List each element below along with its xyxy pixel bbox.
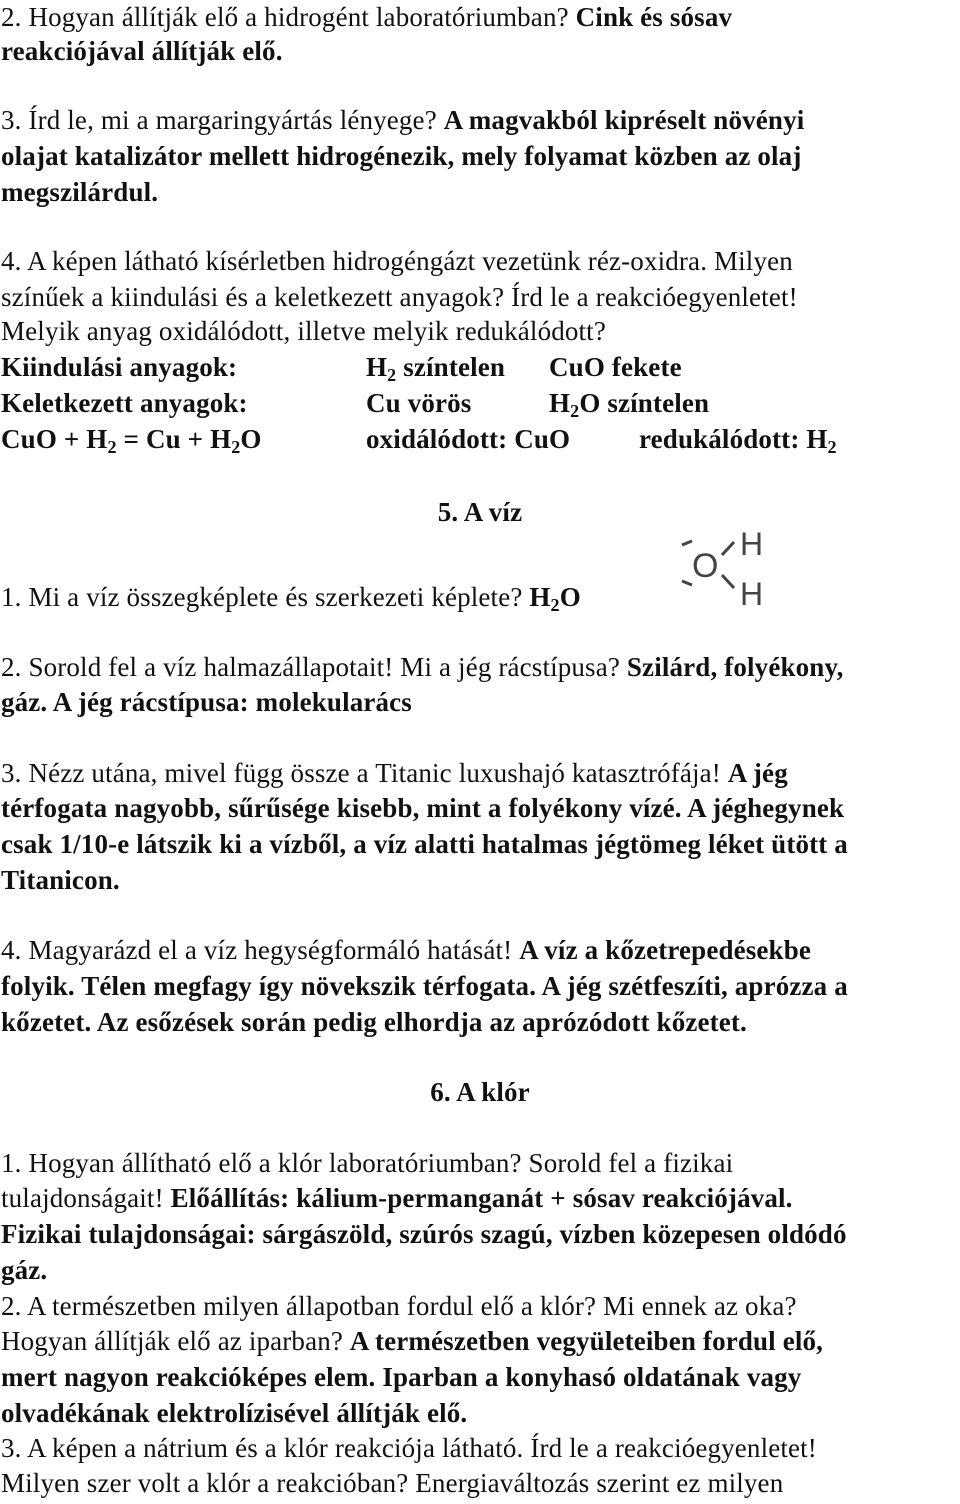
s5-q3-answer-cont-3: Titanicon. bbox=[1, 865, 120, 895]
q4-line-1 bbox=[1, 244, 793, 278]
s6-q2-answer-cont-1: mert nagyon reakcióképes elem. Iparban a konyhasó oldatának vagy bbox=[1, 1362, 802, 1392]
section-5-heading: 5. A víz bbox=[437, 497, 523, 527]
s5-q3-answer: A jég bbox=[727, 758, 788, 788]
s6-q1-line-2 bbox=[1, 1181, 793, 1215]
s5-q3-answer-cont-1: térfogata nagyobb, sűrűsége kisebb, mint a folyékony vízé. A jéghegynek bbox=[1, 793, 845, 823]
s5-q1-question: 1. Mi a víz összegképlete és szerkezeti képlete? bbox=[1, 582, 523, 612]
q4-line-2 bbox=[1, 280, 798, 314]
bond-top bbox=[722, 542, 734, 555]
q3-answer-cont-1: olajat katalizátor mellett hidrogénezik, mely folyamat közben az olaj bbox=[1, 141, 802, 171]
table-row-equation bbox=[1, 422, 959, 456]
s5-q1-line bbox=[1, 580, 581, 614]
lone-pair-mark-bottom bbox=[682, 581, 692, 585]
q4-line-3: Melyik anyag oxidálódott, illetve melyik redukálódott? bbox=[1, 316, 606, 346]
s6-q3-question-line-2: Milyen szer volt a klór a reakcióban? Energiaváltozás szerint ez milyen bbox=[1, 1468, 784, 1498]
s6-q2-question-cont: Hogyan állítják elő az iparban? bbox=[1, 1326, 344, 1356]
s5-q2-line-1 bbox=[1, 650, 844, 684]
reaction-equation: CuO + $H_2 = Cu + H_2O$ bbox=[1, 424, 262, 457]
oxidized: oxidálódott: CuO bbox=[366, 424, 571, 454]
s6-q3-question-line-1: 3. A képen a nátrium és a klór reakciója látható. Írd le a reakcióegyenletet! bbox=[1, 1433, 817, 1463]
s5-q3-answer-cont-2: csak 1/10-e látszik ki a vízből, a víz alatti hatalmas jégtömeg léket ütött a bbox=[1, 829, 848, 859]
s6-q1-answer: Előállítás: kálium-permanganát + sósav reakciójával. bbox=[170, 1183, 793, 1213]
s6-q2-answer-cont-2: olvadékának elektrolízisével állítják elő. bbox=[1, 1398, 468, 1428]
s5-q4-line-1 bbox=[1, 933, 811, 967]
s5-q2-answer-cont: gáz. A jég rácstípusa: molekularács bbox=[1, 687, 412, 717]
s6-q2-answer: A természetben vegyületeiben fordul elő, bbox=[349, 1326, 824, 1356]
row1-col2: CuO fekete bbox=[549, 352, 682, 382]
q3-question: 3. Írd le, mi a margaringyártás lényege? bbox=[1, 105, 437, 135]
q3-answer: A magvakból kipréselt növényi bbox=[443, 105, 805, 135]
water-structural-formula bbox=[676, 525, 776, 615]
q2-answer-cont: reakciójával állítják elő. bbox=[1, 36, 283, 66]
s5-q1-answer: $H_2O$ bbox=[529, 582, 581, 615]
water-molecule-drawing bbox=[676, 525, 776, 615]
q2-question: 2. Hogyan állítják elő a hidrogént laboratóriumban? bbox=[1, 2, 569, 32]
s6-q1-question-cont: tulajdonságait! bbox=[1, 1183, 164, 1213]
row1-col1: $H_2$ színtelen bbox=[366, 352, 506, 385]
bond-bottom bbox=[722, 575, 734, 588]
s6-q1-answer-cont-2: gáz. bbox=[1, 1255, 48, 1285]
q3-line-1 bbox=[1, 103, 804, 137]
s6-q1-question-line-1: 1. Hogyan állítható elő a klór laboratóriumban? Sorold fel a fizikai bbox=[1, 1148, 734, 1178]
q4-question-a: 4. A képen látható kísérletben hidrogéngázt vezetünk réz-oxidra. bbox=[1, 246, 708, 276]
row2-col1: Cu vörös bbox=[366, 388, 472, 418]
s6-q2-question-line-1: 2. A természetben milyen állapotban fordul elő a klór? Mi ennek az oka? bbox=[1, 1291, 797, 1321]
s6-q2-line-2 bbox=[1, 1324, 823, 1358]
s5-q4-answer-cont-1: folyik. Télen megfagy így növekszik térfogata. A jég szétfeszíti, aprózza a bbox=[1, 971, 848, 1001]
s5-q3-line-1 bbox=[1, 756, 788, 790]
q4-question-b: Milyen bbox=[714, 246, 793, 276]
s5-q3-question: 3. Nézz utána, mivel függ össze a Titanic luxushajó katasztrófája! bbox=[1, 758, 721, 788]
oxygen-symbol: O bbox=[692, 547, 719, 585]
s5-q2-question: 2. Sorold fel a víz halmazállapotait! Mi a jég rácstípusa? bbox=[1, 652, 620, 682]
q3-answer-cont-2: megszilárdul. bbox=[1, 177, 159, 207]
reduced: redukálódott: $H_2$ bbox=[639, 424, 837, 457]
s5-q4-question: 4. Magyarázd el a víz hegységformáló hatását! bbox=[1, 935, 513, 965]
row2-col2: $H_2O$ színtelen bbox=[549, 388, 710, 421]
q4-question-c: színűek a kiindulási és a keletkezett anyagok? bbox=[1, 282, 505, 312]
lone-pair-mark-top bbox=[682, 541, 692, 545]
s5-q4-answer: A víz a kőzetrepedésekbe bbox=[519, 935, 812, 965]
hydrogen-symbol-top: H bbox=[740, 526, 764, 562]
q2-answer: Cink és sósav bbox=[575, 2, 733, 32]
row2-label: Keletkezett anyagok: bbox=[1, 388, 248, 418]
table-row-end bbox=[1, 386, 959, 420]
q4-question-d: Írd le a reakcióegyenletet! bbox=[511, 282, 798, 312]
section-6-heading: 6. A klór bbox=[430, 1077, 530, 1107]
table-row-start bbox=[1, 350, 959, 384]
hydrogen-symbol-bottom: H bbox=[740, 576, 764, 612]
q2-line-1 bbox=[1, 0, 732, 34]
s6-q1-answer-cont-1: Fizikai tulajdonságai: sárgászöld, szúrós szagú, vízben közepesen oldódó bbox=[1, 1219, 847, 1249]
s5-q2-answer: Szilárd, folyékony, bbox=[626, 652, 844, 682]
s5-q4-answer-cont-2: kőzetet. Az esőzések során pedig elhordja az aprózódott kőzetet. bbox=[1, 1007, 747, 1037]
row1-label: Kiindulási anyagok: bbox=[1, 352, 238, 382]
